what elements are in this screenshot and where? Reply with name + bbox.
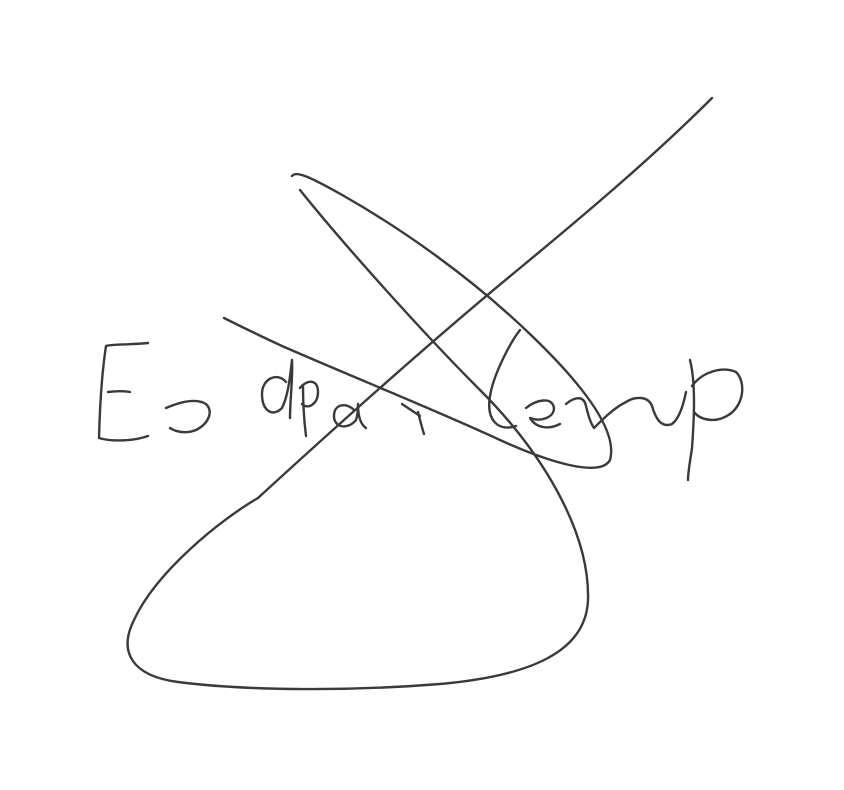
signature-long-diagonal xyxy=(258,98,712,498)
signature-letter-u xyxy=(626,392,686,425)
signature-letter-e xyxy=(99,343,148,440)
signature-letter-tick xyxy=(402,404,424,434)
signature-letter-e-second xyxy=(526,400,560,427)
signature-big-lower-loop xyxy=(128,190,588,689)
signature-upper-loop xyxy=(224,174,611,468)
signature-letter-d xyxy=(262,360,292,418)
signature-letter-r xyxy=(566,398,626,428)
signature-letter-s xyxy=(166,401,210,432)
signature-letter-p xyxy=(300,382,318,436)
signature-letter-c xyxy=(489,330,520,428)
signature-letter-p-final xyxy=(688,360,742,480)
